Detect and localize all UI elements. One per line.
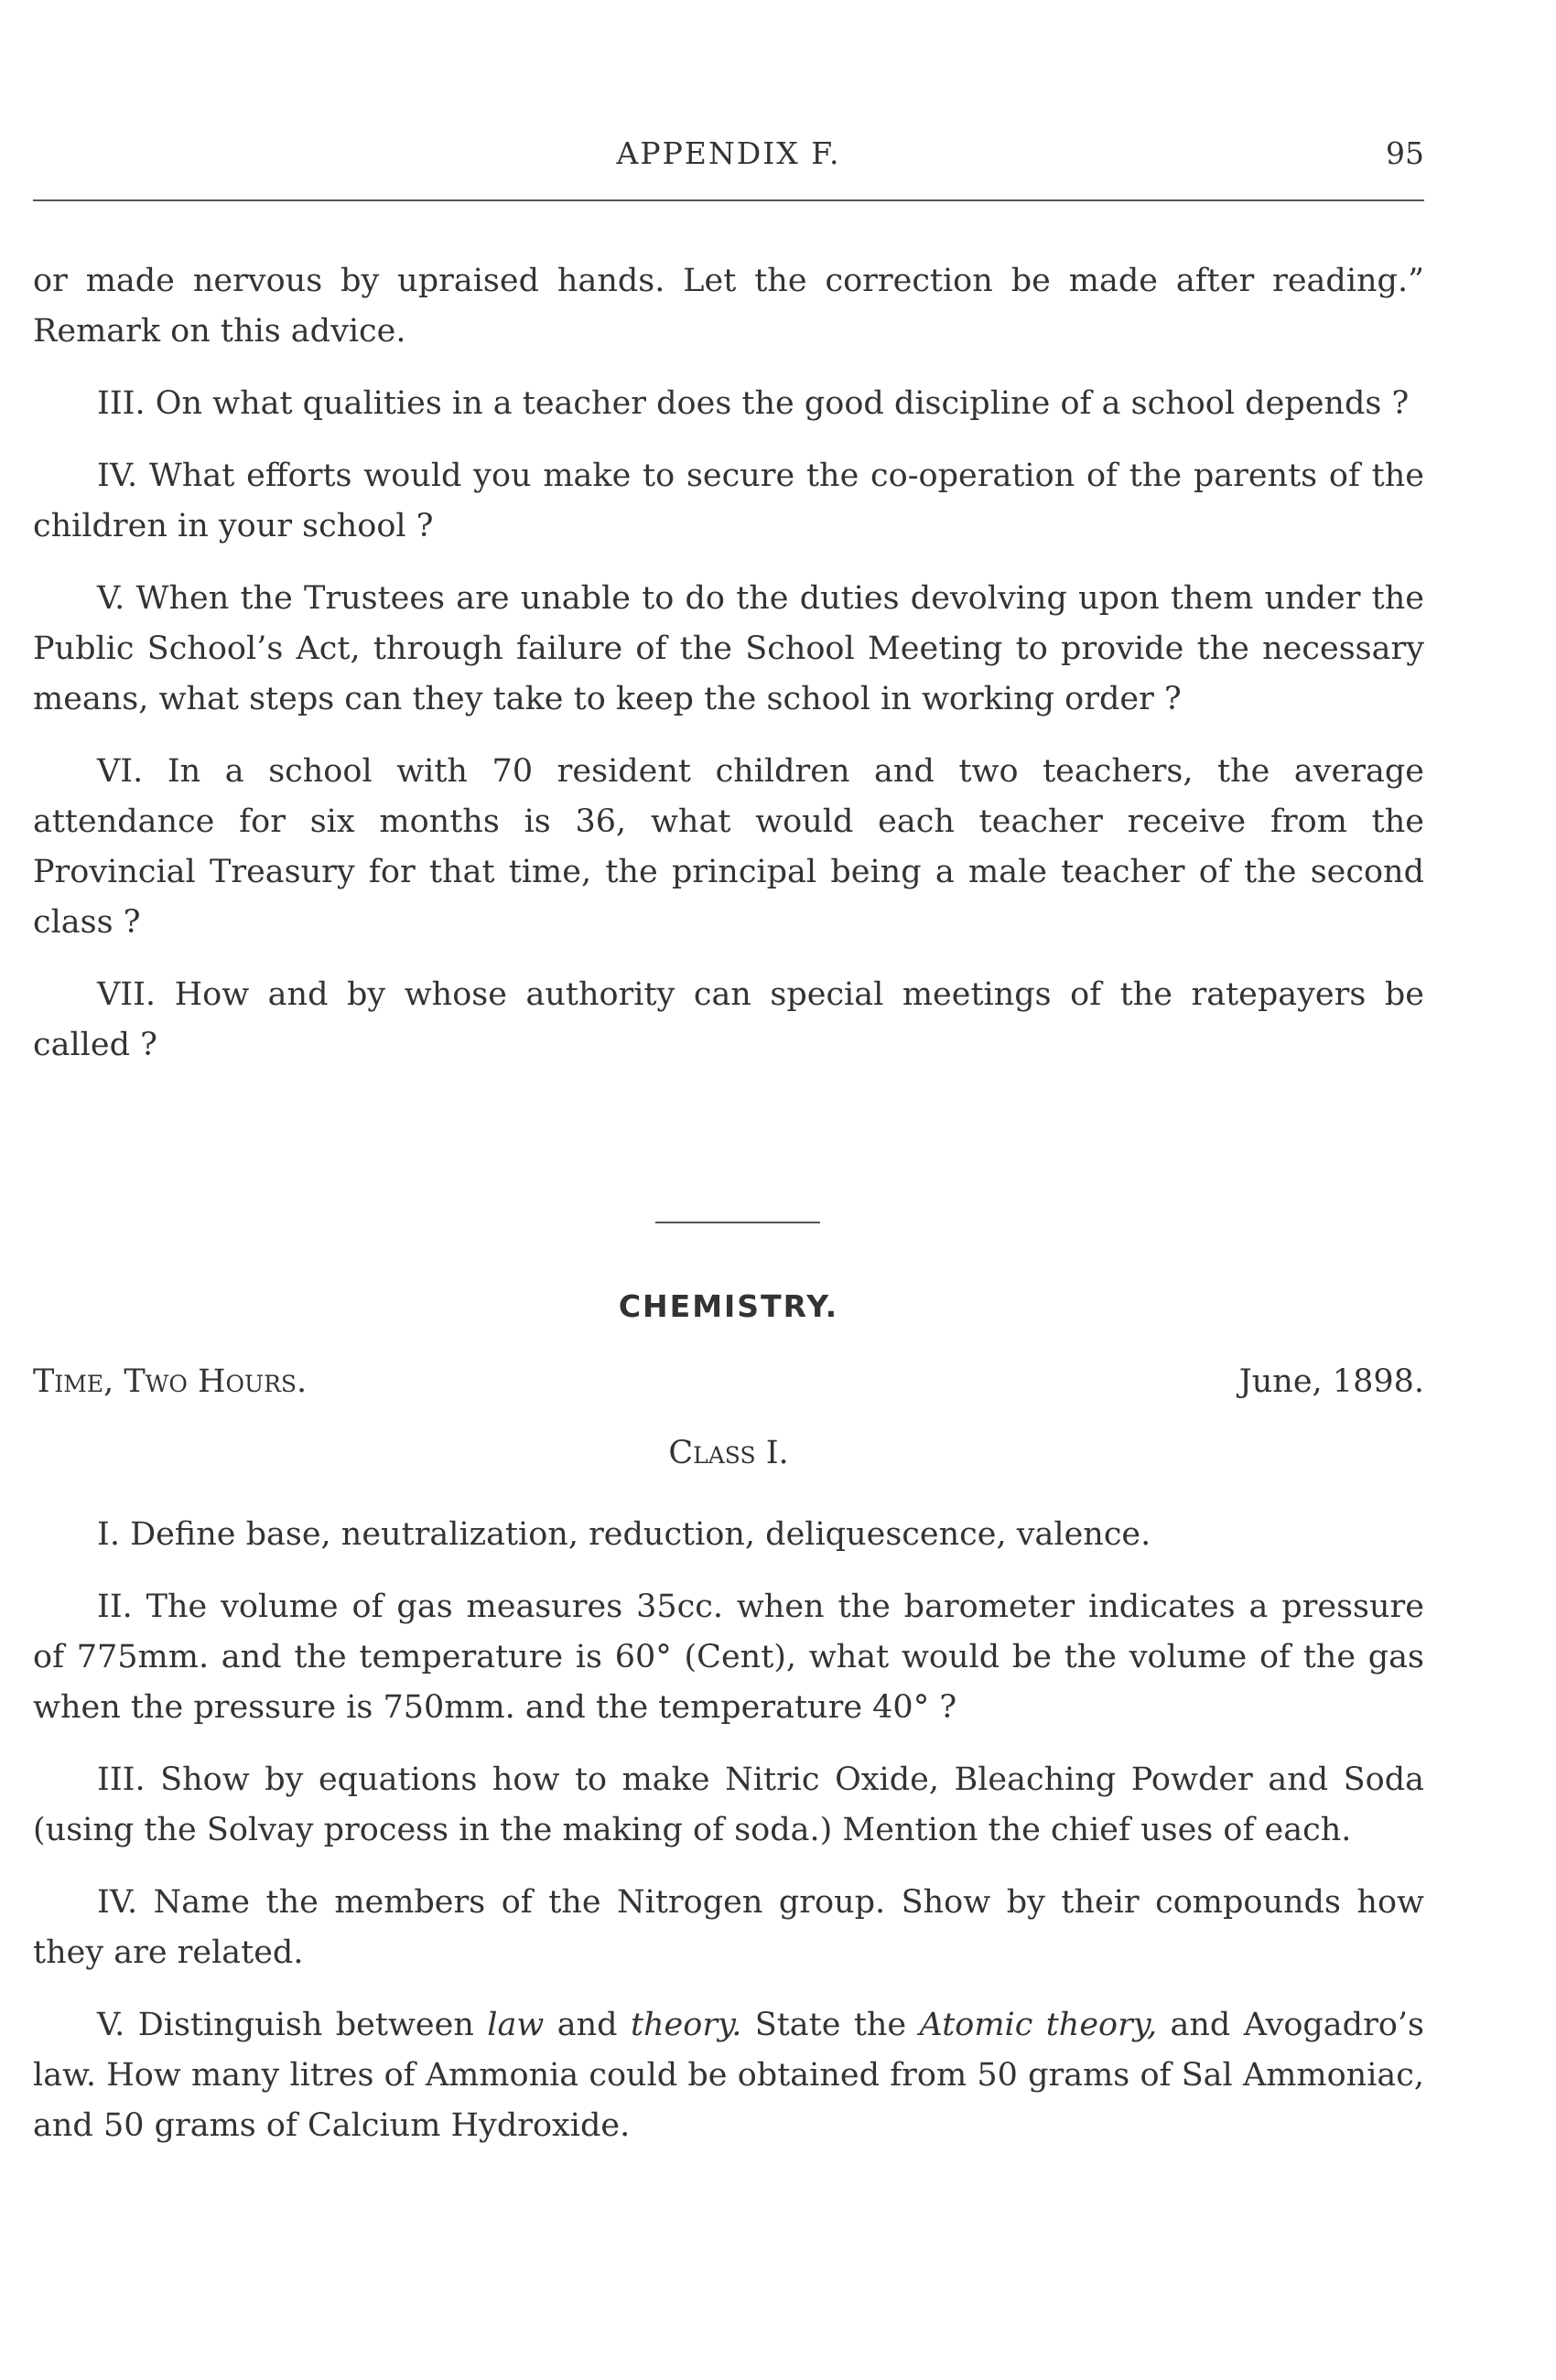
upper-questions xyxy=(33,256,1424,1093)
question-text: Name the members of the Nitrogen group. Show by their compounds how they are related. xyxy=(33,1884,1424,1971)
question-numeral: III. xyxy=(97,385,146,422)
exam-time: Time, Two Hours. xyxy=(33,1363,308,1400)
question-numeral: VII. xyxy=(97,976,157,1013)
question-iv xyxy=(33,451,1424,552)
question-text: When the Trustees are unable to do the duties devolving upon them under the Public School’s Act, through failure of the School Meeting to provide the necessary means, what steps can they take to keep the school in working order ? xyxy=(33,580,1424,717)
question-numeral: I. xyxy=(97,1516,120,1553)
header-rule xyxy=(33,199,1424,201)
question-text: Show by equations how to make Nitric Oxide, Bleaching Powder and Soda (using the Solvay process in the making of soda.) Mention the chief uses of each. xyxy=(33,1761,1424,1848)
question-numeral: II. xyxy=(97,1588,133,1625)
question-numeral: IV. xyxy=(97,458,138,494)
chemistry-heading: CHEMISTRY. xyxy=(618,1288,839,1324)
question-vii xyxy=(33,970,1424,1071)
italic-atomic-theory: Atomic theory, xyxy=(919,2007,1158,2043)
question-text-part: and xyxy=(556,2007,618,2043)
question-text: The volume of gas measures 35cc. when the barometer indicates a pressure of 775mm. and the temperature is 60° (Cent), what would be the volume of the gas when the pressure is 750mm. and the temperature 40° ? xyxy=(33,1588,1424,1726)
question-numeral: VI. xyxy=(97,753,144,790)
class-heading: Class I. xyxy=(668,1435,789,1471)
question-numeral: V. xyxy=(97,580,125,617)
italic-theory: theory. xyxy=(630,2007,742,2043)
running-header xyxy=(33,135,1424,181)
chem-question-ii xyxy=(33,1582,1424,1733)
continuation-paragraph: or made nervous by upraised hands. Let the correction be made after reading.” Remark on this advice. xyxy=(33,263,1424,350)
question-text: Define base, neutralization, reduction, deliquescence, valence. xyxy=(130,1516,1151,1553)
italic-law: law xyxy=(487,2007,545,2043)
running-title: APPENDIX F. xyxy=(616,135,841,171)
question-text: How and by whose authority can special meetings of the ratepayers be called ? xyxy=(33,976,1424,1063)
question-v xyxy=(33,574,1424,725)
section-divider xyxy=(655,1222,820,1223)
question-text-part: and Avogadro’s law. How many litres of Ammonia could be obtained from 50 grams of Sal Ammoniac, and 50 grams of Calcium Hydroxide. xyxy=(33,2007,1424,2144)
chem-question-i xyxy=(33,1510,1424,1560)
question-text: In a school with 70 resident children and two teachers, the average attendance for six months is 36, what would each teacher receive from the Provincial Treasury for that time, the principal being a male teacher of the second class ? xyxy=(33,753,1424,941)
question-vi xyxy=(33,747,1424,948)
question-numeral: IV. xyxy=(97,1884,138,1921)
exam-date: June, 1898. xyxy=(1238,1363,1424,1400)
question-iii xyxy=(33,379,1424,429)
chemistry-questions xyxy=(33,1510,1424,2173)
document-page xyxy=(33,0,1424,2380)
page-number: 95 xyxy=(1386,135,1424,171)
chem-question-iii xyxy=(33,1755,1424,1856)
chem-question-iv xyxy=(33,1878,1424,1978)
question-text-part: Distinguish between xyxy=(137,2007,474,2043)
question-text: What efforts would you make to secure the co-operation of the parents of the children in your school ? xyxy=(33,458,1424,544)
question-text-part: State the xyxy=(754,2007,907,2043)
exam-meta xyxy=(33,1363,1424,1409)
question-numeral: V. xyxy=(97,2007,125,2043)
question-numeral: III. xyxy=(97,1761,146,1798)
chem-question-v xyxy=(33,2000,1424,2151)
question-text: On what qualities in a teacher does the good discipline of a school depends ? xyxy=(155,385,1410,422)
